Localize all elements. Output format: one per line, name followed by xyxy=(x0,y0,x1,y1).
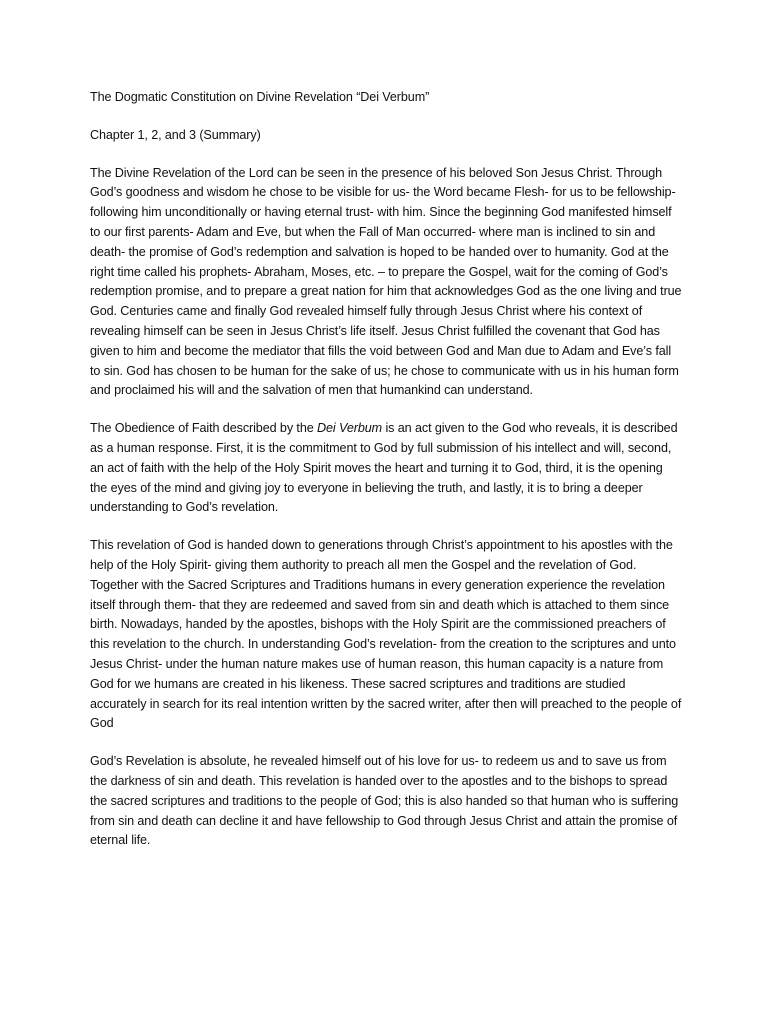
document-title: The Dogmatic Constitution on Divine Revelation “Dei Verbum” xyxy=(90,90,430,104)
dei-verbum-italic: Dei Verbum xyxy=(317,421,383,436)
document-page xyxy=(90,88,682,869)
paragraph-conclusion: God’s Revelation is absolute, he revealed himself out of his love for us- to redeem us and to save us from the darkness of sin and death. This revelation is handed over to the apostles and to the bishops to spread the sacred scriptures and traditions to the people of God; this is also handed so that human who is suffering from sin and death can decline it and have fellowship to God through Jesus Christ and attain the promise of eternal life. xyxy=(90,754,679,848)
paragraph-obedience-of-faith xyxy=(90,419,682,518)
paragraph-transmission: This revelation of God is handed down to generations through Christ’s appointment to his apostles with the help of the Holy Spirit- giving them authority to preach all men the Gospel and the revelation of God. Together with the Sacred Scriptures and Traditions humans in every generation experience the revelation itself through them- that they are redeemed and saved from sin and death which is attached to them since birth. Nowadays, handed by the apostles, bishops with the Holy Spirit are the commissioned preachers of this revelation to the church. In understanding God’s revelation- from the creation to the scriptures and unto Jesus Christ- under the human nature makes use of human reason, this human capacity is a nature from God for we humans are created in his likeness. These sacred scriptures and traditions are studied accurately in search for its real intention written by the sacred writer, after then will preached to the people of God xyxy=(90,538,682,731)
document-subtitle: Chapter 1, 2, and 3 (Summary) xyxy=(90,127,261,142)
paragraph-2-text-before: The Obedience of Faith described by the xyxy=(90,421,318,436)
paragraph-divine-revelation: The Divine Revelation of the Lord can be seen in the presence of his beloved Son Jesus Christ. Through God’s goodness and wisdom he chose to be visible for us- the Word became Flesh- for us to be fellowship- following him unconditionally or having eternal trust- with him. Since the beginning God manifested himself to our first parents- Adam and Eve, but when the Fall of Man occurred- where man is inclined to sin and death- the promise of God’s redemption and salvation is hoped to be handed over to humanity. God at the right time called his prophets- Abraham, Moses, etc. – to prepare the Gospel, wait for the coming of God’s redemption promise, and to prepare a great nation for him that acknowledges God as the one living and true God. Centuries came and finally God revealed himself fully through Jesus Christ where his context of revealing himself can be seen in Jesus Christ’s life itself. Jesus Christ fulfilled the covenant that God has given to him and become the mediator that fills the void between God and Man due to Adam and Eve’s fall to sin. God has chosen to be human for the sake of us; he chose to communicate with us in his human form and proclaimed his will and the salvation of men that humankind can understand. xyxy=(90,165,682,398)
paragraph-2-text-after: is an act given to the God who reveals, it is described as a human response. First, it is the commitment to God by full submission of his intellect and will, second, an act of faith with the help of the Holy Spirit moves the heart and turning it to God, third, it is the opening the eyes of the mind and giving joy to everyone in believing the truth, and lastly, it is to bring a deeper understanding to God’s revelation. xyxy=(90,421,678,515)
